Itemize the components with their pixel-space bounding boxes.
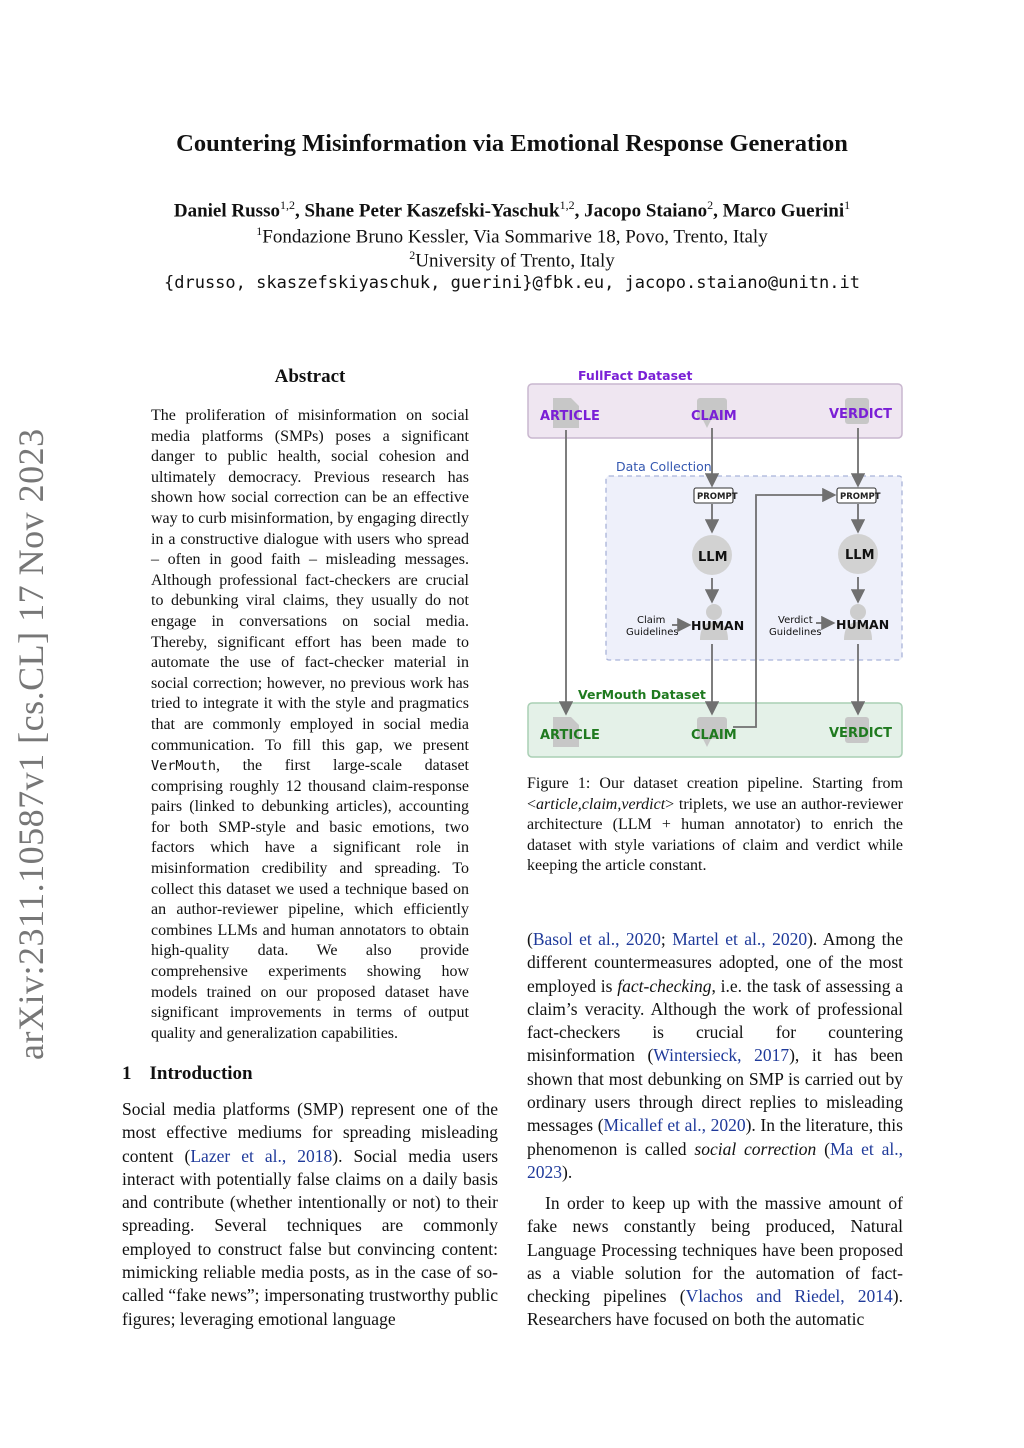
svg-text:PROMPT: PROMPT <box>697 492 738 502</box>
author-name: Shane Peter Kaszefski-Yaschuk <box>304 200 560 222</box>
body-paragraph: (Basol et al., 2020; Martel et al., 2020). Among the different countermeasures adopted, one of the most employed is fact-checking, i.e. the task of assessing a claim’s veracity. Although the work of professional fact-checkers is crucial for countering misinformation (Wintersieck, 2017), it has been shown that most debunking on SMP is carried out by ordinary users through direct replies to misleading messages (Micallef et al., 2020). In the literature, this phenomenon is called social correction (Ma et al., 2023). <box>527 929 904 1182</box>
svg-text:Claim: Claim <box>637 615 666 626</box>
svg-text:Verdict: Verdict <box>778 615 813 626</box>
claim-label-top: CLAIM <box>691 409 737 424</box>
author-affiliation-mark: 2 <box>707 198 714 212</box>
verdict-label-top: VERDICT <box>829 407 892 422</box>
affiliation-2: $^2$University of Trento, Italy <box>409 248 615 272</box>
introduction-paragraph: Social media platforms (SMP) represent one of the most effective mediums for spreading misleading content (Lazer et al., 2018). Social media users interact with potentially false claims on a daily basis and contribute (whether intentionally or not) to their spreading. Several techniques are commonly employed to construct false but convincing content: mimicking reliable media posts, as in the case of so-called “fake news”; impersonating trustworthy public figures; leveraging emotional language <box>122 1099 499 1329</box>
citation-link[interactable]: Martel et al., 2020 <box>672 929 808 949</box>
claim-label-bottom: CLAIM <box>691 728 737 743</box>
section-heading-introduction: 1 Introduction <box>122 1063 253 1084</box>
author-name: Daniel Russo <box>173 200 280 222</box>
llm-label: LLM <box>845 548 875 563</box>
author-emails: {drusso, skaszefskiyaschuk, guerini}@fbk.eu, jacopo.staiano@unitn.it <box>164 273 860 293</box>
figure-pipeline-diagram <box>520 362 910 762</box>
llm-label: LLM <box>698 550 728 565</box>
article-label-bottom: ARTICLE <box>540 728 600 743</box>
citation-link[interactable]: Vlachos and Riedel, 2014 <box>685 1286 893 1307</box>
arxiv-stamp: arXiv:2311.10587v1 [cs.CL] 17 Nov 2023 <box>11 428 51 1060</box>
verdict-label-bottom: VERDICT <box>829 726 892 741</box>
author-affiliation-mark: 1 <box>844 198 851 212</box>
author-affiliation-mark: 1,2 <box>559 198 575 212</box>
citation-link[interactable]: Basol et al., 2020 <box>532 929 661 949</box>
citation-link[interactable]: Ma et al., 2023 <box>527 1138 903 1182</box>
author-name: Jacopo Staiano <box>584 200 708 222</box>
citation-link[interactable]: Lazer et al., 2018 <box>190 1145 333 1166</box>
vermouth-dataset-label: VerMouth Dataset <box>578 687 706 702</box>
dataset-name: VerMouth <box>151 758 217 775</box>
article-label-top: ARTICLE <box>540 409 600 424</box>
data-collection-label: Data Collection <box>616 459 712 474</box>
citation-link[interactable]: Micallef et al., 2020 <box>603 1115 746 1136</box>
svg-text:Guidelines: Guidelines <box>769 627 822 638</box>
author-name: Marco Guerini <box>722 200 845 222</box>
affiliation-1: $^1$Fondazione Bruno Kessler, Via Sommarive 18, Povo, Trento, Italy <box>256 224 768 248</box>
citation-link[interactable]: Wintersieck, 2017 <box>653 1045 790 1066</box>
body-paragraph: In order to keep up with the massive amount of fake news constantly being produced, Natural Language Processing techniques have been proposed as a viable solution for the automation of fact-checking pipelines (Vlachos and Riedel, 2014). Researchers have focused on both the automatic <box>527 1193 903 1330</box>
svg-text:Guidelines: Guidelines <box>626 627 679 638</box>
fullfact-dataset-label: FullFact Dataset <box>578 368 693 383</box>
author-list: Daniel Russo$^{1,2}$, Shane Peter Kaszefski-Yaschuk$^{1,2}$, Jacopo Staiano$^2$, Marco Guerini$^1$ <box>173 198 851 222</box>
abstract-text: The proliferation of misinformation on social media platforms (SMPs) poses a significant danger to public health, social cohesion and ultimately democracy. Previous research has shown how social correction can be an effective way to curb misinformation, by engaging directly in a constructive dialogue with users who spread – often in good faith – misleading messages. Although professional fact-checkers are crucial to debunking viral claims, they usually do not engage in conversations on social media. Thereby, significant effort has been made to automate the use of fact-checker material in social correction; however, no previous work has tried to integrate it with the style and pragmatics that are commonly employed in social media communication. To fill this gap, we present VerMouth, the first large-scale dataset comprising roughly 12 thousand claim-response pairs (linked to debunking articles), accounting for both SMP-style and basic emotions, two factors which have a significant role in misinformation credibility and spreading. To collect this dataset we used a technique based on an author-reviewer pipeline, which efficiently combines LLMs and human annotators to obtain high-quality data. We also provide comprehensive experiments showing how models trained on our proposed dataset have significant improvements in terms of output quality and generalization capabilities. <box>151 407 469 1042</box>
figure-caption: Figure 1: Our dataset creation pipeline. Starting from <article,claim,verdict> triplets, we use an author-reviewer architecture (LLM + human annotator) to enrich the dataset with style variations of claim and verdict while keeping the article constant. <box>527 775 903 875</box>
abstract-heading: Abstract <box>274 366 346 387</box>
paper-title: Countering Misinformation via Emotional Response Generation <box>176 130 848 157</box>
svg-text:PROMPT: PROMPT <box>840 492 881 502</box>
human-label: HUMAN <box>691 618 745 633</box>
human-label: HUMAN <box>836 617 890 632</box>
author-affiliation-mark: 1,2 <box>279 198 295 212</box>
